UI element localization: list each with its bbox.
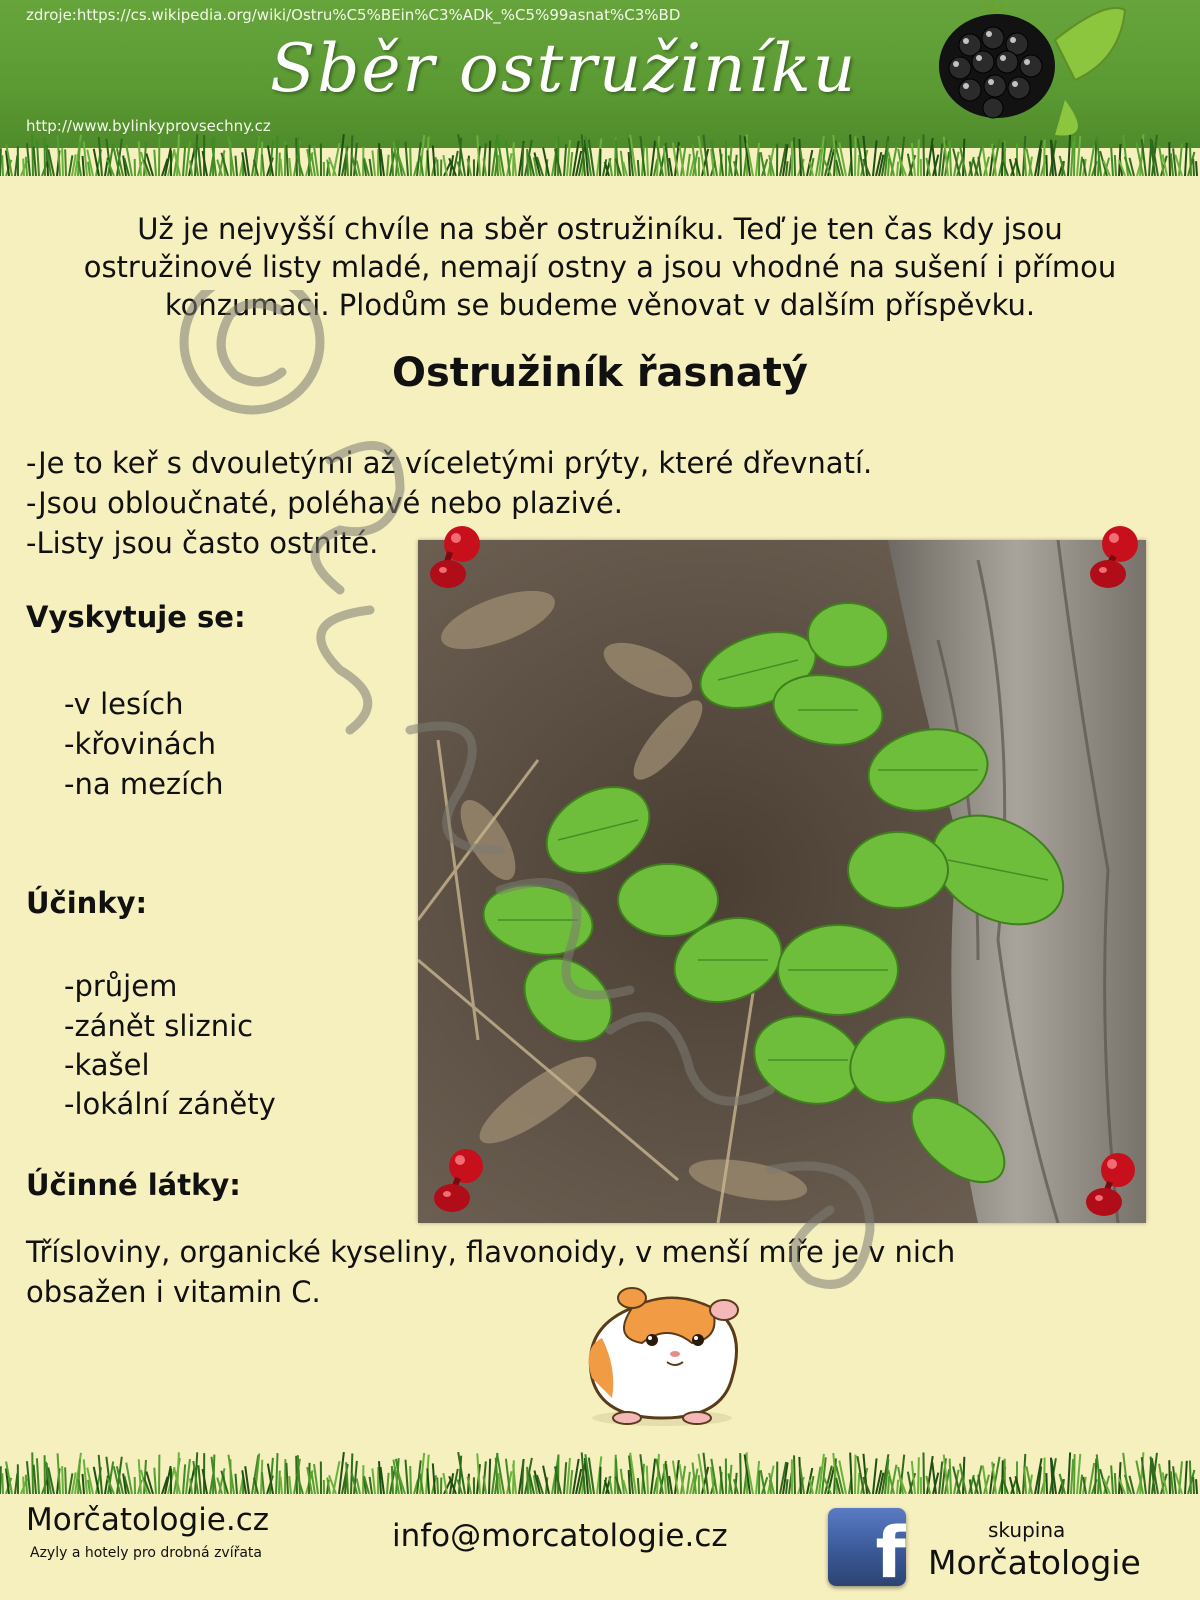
grass-blade <box>978 157 981 176</box>
grass-blade <box>26 1475 27 1494</box>
grass-blade <box>279 1471 280 1494</box>
grass-blade <box>489 1459 490 1494</box>
pushpin-icon <box>1086 522 1148 598</box>
grass-blade <box>379 143 381 176</box>
substances-heading: Účinné látky: <box>26 1168 241 1202</box>
grass-blade <box>1169 142 1170 176</box>
grass-blade <box>1171 153 1173 176</box>
grass-blade <box>873 1458 877 1494</box>
grass-blade <box>638 1478 639 1494</box>
grass-blade <box>564 1462 566 1494</box>
grass-blade <box>1068 1452 1070 1494</box>
grass-blade <box>647 1466 648 1494</box>
grass-blade <box>1193 159 1194 176</box>
intro-line: ostružinové listy mladé, nemají ostny a jsou vhodné na sušení i přímou <box>83 250 1117 284</box>
effects-item: -průjem <box>64 969 178 1003</box>
grass-blade <box>62 148 63 176</box>
grass-blade <box>32 1452 33 1494</box>
grass-blade <box>873 140 877 176</box>
grass-blade <box>37 140 39 176</box>
grass-blade <box>198 1465 201 1494</box>
grass-blade <box>1185 1461 1187 1494</box>
effects-heading: Účinky: <box>26 886 148 920</box>
grass-blade <box>570 1470 572 1494</box>
group-label: skupina <box>988 1518 1066 1542</box>
grass-blade <box>1044 1458 1045 1494</box>
grass-blade <box>1080 157 1082 176</box>
grass-blade <box>262 154 264 176</box>
grass-blade <box>286 145 288 176</box>
grass-divider-bottom <box>0 1448 1200 1494</box>
grass-blade <box>372 1468 375 1494</box>
grass-blade <box>740 1453 741 1494</box>
grass-blade <box>370 159 372 176</box>
grass-blade <box>1190 1461 1191 1494</box>
substances-line: Třísloviny, organické kyseliny, flavonoidy, v menší míře je v nich <box>26 1235 956 1269</box>
grass-blade <box>2 1473 3 1494</box>
grass-blade <box>1024 1467 1026 1494</box>
grass-blade <box>897 162 898 176</box>
grass-blade <box>280 159 282 176</box>
grass-blade <box>289 1476 291 1494</box>
grass-blade <box>289 158 291 176</box>
grass-blade <box>918 1457 919 1494</box>
grass-blade <box>794 1455 795 1494</box>
grass-blade <box>1046 1473 1047 1494</box>
grass-blade <box>83 1474 84 1494</box>
grass-blade <box>888 1476 889 1494</box>
grass-blade <box>1046 155 1047 176</box>
substances-line: obsažen i vitamin C. <box>26 1275 321 1309</box>
grass-blade <box>370 1477 372 1494</box>
grass-blade <box>527 1467 528 1494</box>
grass-blade <box>647 148 648 176</box>
grass-blade <box>1111 147 1113 176</box>
grass-blade <box>65 1467 66 1494</box>
guinea-pig-icon <box>572 1268 752 1438</box>
effects-item: -kašel <box>64 1048 150 1082</box>
grass-blade <box>786 161 788 176</box>
grass-blade <box>1074 1454 1075 1494</box>
grass-blade <box>32 134 33 176</box>
page-title: Sběr ostružiníku <box>270 30 858 107</box>
grass-blade <box>286 1463 288 1494</box>
grass-blade <box>923 1453 924 1494</box>
description-item: -Jsou obloučnaté, poléhavé nebo plazivé. <box>26 486 623 520</box>
occurrence-heading: Vyskytuje se: <box>26 600 246 634</box>
grass-blade <box>154 1468 156 1494</box>
plant-name-heading: Ostružiník řasnatý <box>391 350 809 396</box>
grass-blade <box>1095 141 1096 176</box>
grass-blade <box>410 148 411 176</box>
grass-blade <box>280 1477 282 1494</box>
description-item: -Listy jsou často ostnité. <box>26 526 379 560</box>
grass-blade <box>570 152 572 176</box>
pushpin-icon <box>1082 1150 1144 1226</box>
grass-blade <box>183 146 185 176</box>
occurrence-item: -křovinách <box>64 727 216 761</box>
grass-blade <box>410 1466 411 1494</box>
grass-blade <box>858 155 859 176</box>
grass-blade <box>23 1477 24 1494</box>
grass-blade <box>405 1460 408 1494</box>
grass-blade <box>950 141 951 176</box>
occurrence-item: -v lesích <box>64 687 184 721</box>
grass-blade <box>1115 155 1116 176</box>
grass-blade <box>522 1461 523 1494</box>
pushpin-icon <box>432 1146 494 1222</box>
grass-blade <box>1074 136 1075 176</box>
effects-item: -zánět sliznic <box>64 1009 254 1043</box>
grass-blade <box>609 1477 612 1494</box>
grass-blade <box>276 135 278 176</box>
grass-blade <box>1071 141 1073 176</box>
description-item: -Je to keř s dvouletými až víceletými prýty, které dřevnatí. <box>26 446 873 480</box>
grass-blade <box>392 1466 393 1494</box>
brand-name[interactable]: Morčatologie.cz <box>26 1502 270 1538</box>
grass-blade <box>687 154 690 176</box>
grass-blade <box>262 1472 264 1494</box>
blackberry-icon <box>935 0 1135 140</box>
occurrence-item: -na mezích <box>64 767 224 801</box>
grass-blade <box>1068 134 1070 176</box>
grass-blade <box>1095 1459 1096 1494</box>
grass-blade <box>387 1473 389 1494</box>
grass-blade <box>1080 1475 1082 1494</box>
grass-blade <box>1123 135 1128 176</box>
grass-blade <box>740 135 741 176</box>
grass-blade <box>276 1453 278 1494</box>
grass-blade <box>950 1459 951 1494</box>
grass-blade <box>1123 1453 1128 1494</box>
brand-tagline: Azyly a hotely pro drobná zvířata <box>30 1545 262 1561</box>
grass-blade <box>629 152 630 176</box>
grass-blade <box>638 160 639 176</box>
grass-blade <box>392 148 393 176</box>
grass-blade <box>279 153 280 176</box>
grass-blade <box>1193 1477 1194 1494</box>
grass-blade <box>2 155 3 176</box>
grass-blade <box>1169 1460 1170 1494</box>
substances-text <box>26 1232 1106 1312</box>
grass-blade <box>235 1474 237 1494</box>
website-link[interactable]: http://www.bylinkyprovsechny.cz <box>26 117 271 135</box>
grass-blade <box>786 1479 788 1494</box>
grass-blade <box>522 143 523 176</box>
grass-blade <box>34 147 36 176</box>
grass-blade <box>23 159 24 176</box>
grass-blade <box>0 1466 1 1494</box>
grass-blade <box>489 141 490 176</box>
grass-blade <box>437 159 438 176</box>
grass-blade <box>405 142 408 176</box>
source-link[interactable]: zdroje:https://cs.wikipedia.org/wiki/Ostru%C5%BEin%C3%ADk_%C5%99asnat%C3%BD <box>26 6 681 24</box>
grass-blade <box>1196 161 1197 176</box>
grass-blade <box>616 141 618 176</box>
grass-blade <box>923 135 924 176</box>
grass-blade <box>687 1472 690 1494</box>
grass-blade <box>154 150 156 176</box>
facebook-letter: f <box>875 1512 906 1586</box>
grass-blade <box>379 1461 381 1494</box>
grass-blade <box>437 1477 438 1494</box>
grass-blade <box>235 156 237 176</box>
grass-blade <box>65 149 66 176</box>
facebook-group-name[interactable]: Morčatologie <box>928 1543 1141 1582</box>
intro-line: konzumaci. Plodům se budeme věnovat v dalším příspěvku. <box>164 288 1036 322</box>
grass-blade <box>1002 142 1003 176</box>
grass-blade <box>1111 1465 1113 1494</box>
grass-blade <box>427 150 429 176</box>
grass-blade <box>609 159 612 176</box>
grass-blade <box>0 148 1 176</box>
grass-blade <box>855 1455 856 1494</box>
grass-blade <box>855 137 856 176</box>
grass-blade <box>1024 149 1026 176</box>
grass-blade <box>1196 1479 1197 1494</box>
grass-blade <box>1002 1460 1003 1494</box>
grass-blade <box>1171 1471 1173 1494</box>
grass-blade <box>26 157 27 176</box>
contact-email[interactable]: info@morcatologie.cz <box>392 1518 728 1554</box>
grass-blade <box>198 147 201 176</box>
grass-blade <box>616 1459 618 1494</box>
intro-line: Už je nejvyšší chvíle na sběr ostružiníku. Teď je ten čas kdy jsou <box>137 212 1063 246</box>
grass-blade <box>527 149 528 176</box>
grass-blade <box>794 137 795 176</box>
grass-blade <box>1071 1459 1073 1494</box>
blackberry-plant-photo <box>418 540 1146 1223</box>
intro-paragraph <box>20 210 1180 324</box>
grass-blade <box>1190 143 1191 176</box>
grass-blade <box>1185 143 1187 176</box>
grass-blade <box>62 1466 63 1494</box>
effects-item: -lokální záněty <box>64 1087 276 1121</box>
grass-blade <box>897 1480 898 1494</box>
grass-blade <box>1115 1473 1116 1494</box>
grass-blade <box>629 1470 630 1494</box>
pushpin-icon <box>428 522 490 598</box>
grass-blade <box>1044 140 1045 176</box>
grass-blade <box>37 1458 39 1494</box>
grass-blade <box>564 144 566 176</box>
grass-blade <box>427 1468 429 1494</box>
grass-blade <box>387 155 389 176</box>
grass-blade <box>372 150 375 176</box>
grass-blade <box>918 139 919 176</box>
grass-blade <box>858 1473 859 1494</box>
grass-blade <box>83 156 84 176</box>
grass-blade <box>978 1475 981 1494</box>
grass-blade <box>888 158 889 176</box>
grass-blade <box>34 1465 36 1494</box>
grass-blade <box>183 1464 185 1494</box>
